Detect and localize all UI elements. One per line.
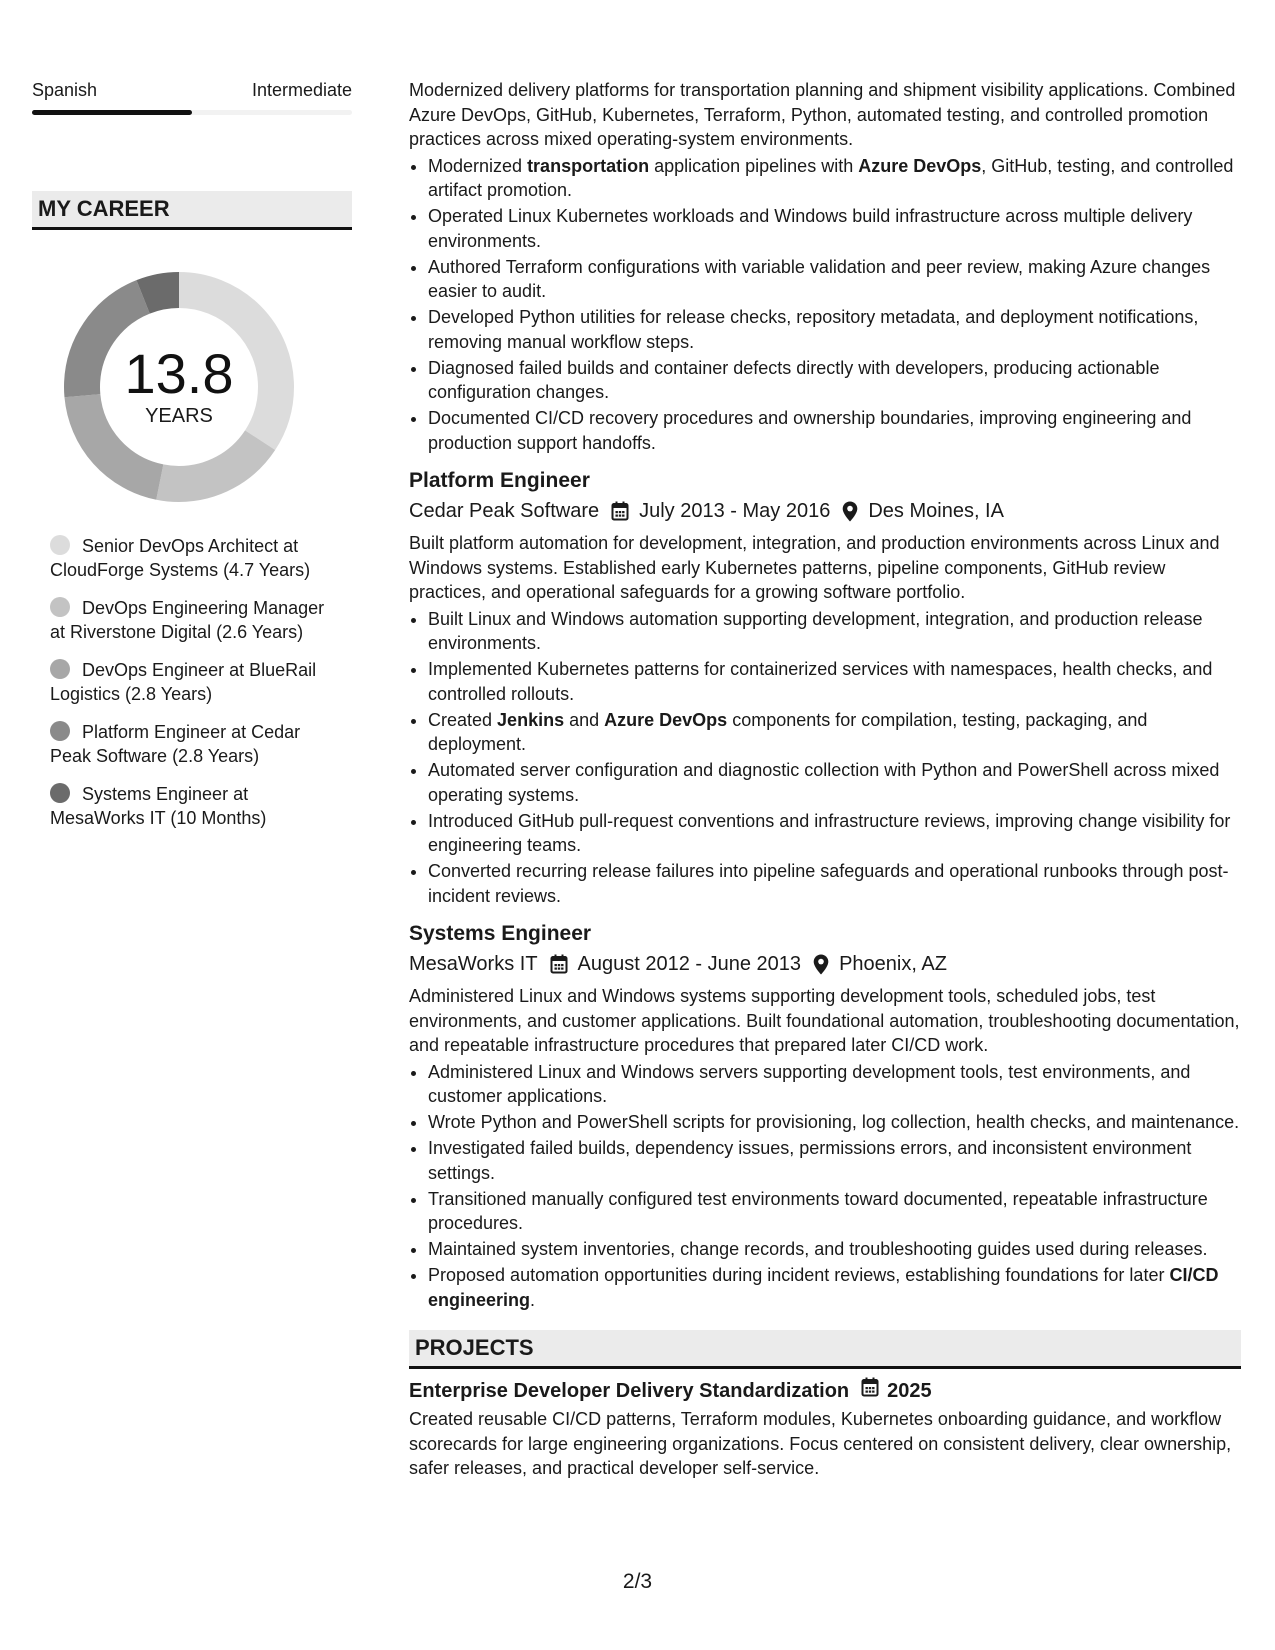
bullet-keyword: Azure DevOps	[604, 709, 728, 730]
page-number: 2/3	[622, 1570, 653, 1593]
bullet-item	[428, 607, 1241, 656]
bullet-text: application pipelines with	[649, 155, 859, 176]
career-legend-label: DevOps Engineer at BlueRail Logistics (2.8 Years)	[50, 660, 317, 704]
bullet-item	[428, 809, 1241, 858]
location-pin-icon	[813, 954, 829, 975]
donut-center	[64, 272, 294, 502]
project-title: Enterprise Developer Delivery Standardization	[409, 1380, 850, 1402]
career-donut-chart	[64, 272, 294, 502]
job-dates: July 2013 - May 2016	[639, 500, 831, 522]
bullet-text: Diagnosed failed builds and container defects directly with developers, producing actionable configuration changes.	[428, 357, 1160, 402]
bullet-keyword: Azure DevOps	[858, 155, 982, 176]
project-entry	[409, 1377, 1241, 1481]
career-total-unit: YEARS	[145, 405, 213, 427]
language-proficiency-fill	[32, 110, 192, 115]
career-legend-item	[50, 782, 340, 830]
bullet-text: Maintained system inventories, change records, and troubleshooting guides used during releases.	[428, 1239, 1208, 1259]
bullet-item	[428, 305, 1241, 354]
bullet-item	[428, 356, 1241, 405]
bullet-text: Implemented Kubernetes patterns for containerized services with namespaces, health checks, and controlled rollouts.	[428, 659, 1213, 704]
legend-swatch	[50, 783, 70, 803]
bullet-text: Investigated failed builds, dependency issues, permissions errors, and inconsistent environment settings.	[428, 1138, 1192, 1183]
bullet-keyword: Jenkins	[497, 709, 565, 730]
career-legend-label: Senior DevOps Architect at CloudForge Systems (4.7 Years)	[50, 536, 311, 580]
job-bullets	[409, 154, 1241, 456]
bullet-item	[428, 204, 1241, 253]
legend-swatch	[50, 597, 70, 617]
bullet-item	[428, 1237, 1241, 1262]
job-bullets	[409, 607, 1241, 909]
projects-list	[409, 1377, 1241, 1481]
jobs-list	[409, 467, 1241, 1312]
bullet-keyword: CI/CD engineering	[428, 1265, 1219, 1310]
location-pin-icon	[842, 501, 858, 522]
job-summary: Administered Linux and Windows systems supporting development tools, scheduled jobs, test environments, and customer applications. Built foundational automation, troubleshooting documentation, and repeatable infrastructure procedures that prepared later CI/CD work.	[409, 986, 1240, 1055]
career-legend-item	[50, 658, 340, 706]
job-meta	[409, 497, 1241, 525]
job-entry	[409, 920, 1241, 1312]
career-legend-label: DevOps Engineering Manager at Riverstone Digital (2.6 Years)	[50, 598, 325, 642]
language-level: Intermediate	[251, 80, 352, 100]
bullet-text: Wrote Python and PowerShell scripts for provisioning, log collection, health checks, and maintenance.	[428, 1112, 1240, 1132]
project-description: Created reusable CI/CD patterns, Terraform modules, Kubernetes onboarding guidance, and workflow scorecards for large engineering organizations. Focus centered on consistent delivery, clear ownership, safer releases, and practical developer self-service.	[409, 1409, 1232, 1478]
job-title: Platform Engineer	[409, 469, 590, 492]
bullet-text: Proposed automation opportunities during incident reviews, establishing foundations for later	[428, 1265, 1170, 1285]
career-legend-label: Platform Engineer at Cedar Peak Software (2.8 Years)	[50, 722, 301, 766]
bullet-text: Administered Linux and Windows servers supporting development tools, test environments, and customer applications.	[428, 1061, 1191, 1106]
job-bullets	[409, 1060, 1241, 1313]
bullet-text: Authored Terraform configurations with variable validation and peer review, making Azure changes easier to audit.	[428, 256, 1211, 301]
bullet-text: Introduced GitHub pull-request conventions and infrastructure reviews, improving change visibility for engineering teams.	[428, 810, 1231, 855]
bullet-item	[428, 1263, 1241, 1312]
job-location: Des Moines, IA	[868, 500, 1004, 522]
bullet-item	[428, 1060, 1241, 1109]
bullet-text: , GitHub, testing, and controlled artifact promotion.	[428, 155, 1234, 200]
project-year: 2025	[887, 1380, 932, 1402]
job-summary: Built platform automation for development, integration, and production environments across Linux and Windows systems. Established early Kubernetes patterns, pipeline components, GitHub review practices, and operational safeguards for a growing software portfolio.	[409, 533, 1220, 602]
job-dates: August 2012 - June 2013	[577, 953, 802, 975]
career-legend-label: Systems Engineer at MesaWorks IT (10 Months)	[50, 784, 267, 828]
language-name: Spanish	[32, 80, 98, 100]
legend-swatch	[50, 721, 70, 741]
bullet-keyword: transportation	[527, 155, 650, 176]
bullet-text: Documented CI/CD recovery procedures and ownership boundaries, improving engineering and production support handoffs.	[428, 408, 1192, 453]
bullet-item	[428, 406, 1241, 455]
career-legend-item	[50, 596, 340, 644]
bullet-text: Converted recurring release failures into pipeline safeguards and operational runbooks through post-incident reviews.	[428, 861, 1229, 906]
bullet-item	[428, 154, 1241, 203]
bullet-item	[428, 1136, 1241, 1185]
bullet-item	[428, 859, 1241, 908]
job-title: Systems Engineer	[409, 922, 592, 945]
bullet-text: .	[530, 1289, 536, 1310]
career-heading: MY CAREER	[32, 191, 352, 230]
job-company: Cedar Peak Software	[409, 500, 600, 522]
career-total-value: 13.8	[124, 342, 234, 405]
bullet-text: Transitioned manually configured test environments toward documented, repeatable infrastructure procedures.	[428, 1188, 1208, 1233]
calendar-icon	[550, 954, 568, 974]
calendar-icon	[611, 501, 629, 521]
bullet-text: Automated server configuration and diagnostic collection with Python and PowerShell across mixed operating systems.	[428, 760, 1220, 805]
project-title-row	[409, 1377, 1241, 1405]
bullet-text: Operated Linux Kubernetes workloads and Windows build infrastructure across multiple delivery environments.	[428, 206, 1193, 251]
calendar-icon	[861, 1377, 879, 1405]
bullet-text: and	[564, 709, 605, 730]
bullet-item	[428, 708, 1241, 757]
main-column	[409, 78, 1241, 1481]
bullet-text: Built Linux and Windows automation supporting development, integration, and production release environments.	[428, 608, 1203, 653]
bullet-item	[428, 657, 1241, 706]
bullet-text: Modernized	[428, 155, 528, 176]
language-proficiency-bar	[32, 110, 352, 115]
bullet-item	[428, 1110, 1241, 1135]
job-meta	[409, 950, 1241, 978]
career-legend	[50, 534, 340, 830]
job-location: Phoenix, AZ	[839, 953, 947, 975]
career-legend-item	[50, 534, 340, 582]
bullet-text: Created	[428, 709, 498, 730]
job-company: MesaWorks IT	[409, 953, 538, 975]
job-summary: Modernized delivery platforms for transportation planning and shipment visibility applications. Combined Azure DevOps, GitHub, Kubernetes, Terraform, Python, automated testing, and controlled promotion practices across mixed operating-system environments.	[409, 80, 1236, 149]
bullet-text: components for compilation, testing, packaging, and deployment.	[428, 709, 1148, 754]
sidebar	[32, 78, 352, 844]
legend-swatch	[50, 659, 70, 679]
legend-swatch	[50, 535, 70, 555]
career-legend-item	[50, 720, 340, 768]
bullet-item	[428, 758, 1241, 807]
language-row	[32, 78, 352, 102]
bullet-text: Developed Python utilities for release checks, repository metadata, and deployment notifications, removing manual workflow steps.	[428, 307, 1199, 352]
bullet-item	[428, 1187, 1241, 1236]
job-entry	[409, 467, 1241, 908]
projects-heading: PROJECTS	[409, 1330, 1241, 1369]
bullet-item	[428, 255, 1241, 304]
